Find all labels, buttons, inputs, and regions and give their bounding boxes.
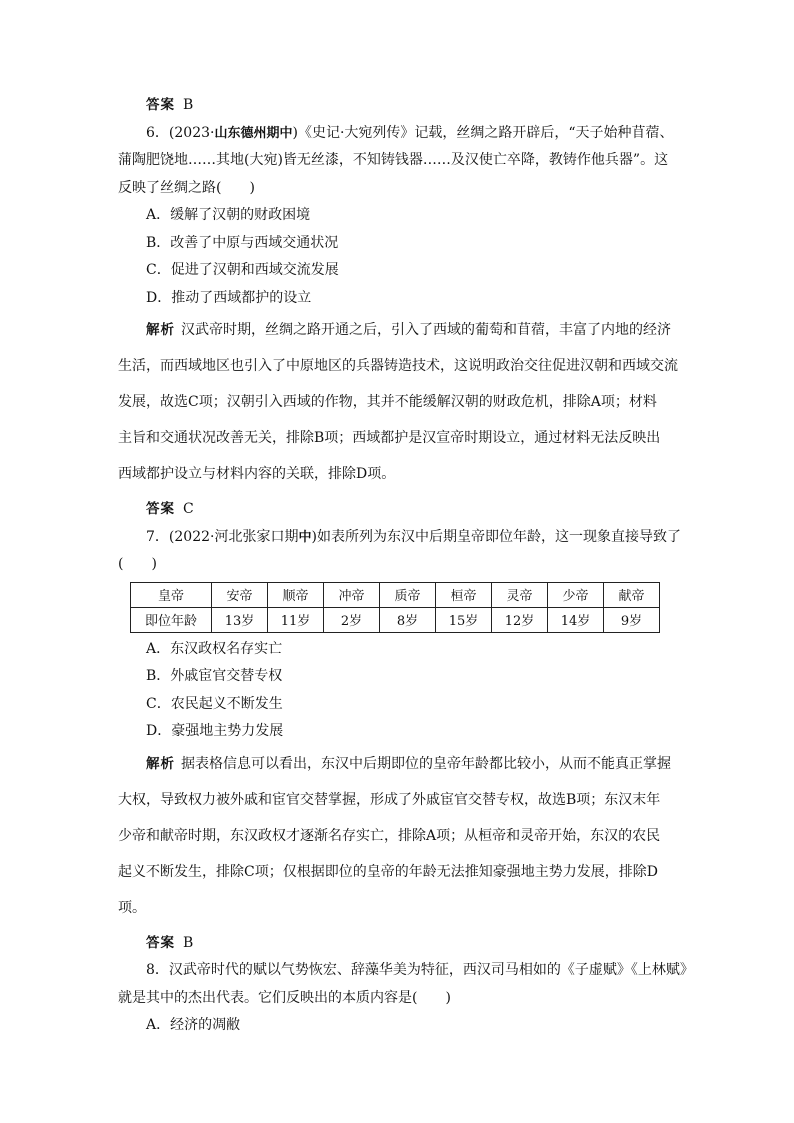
q8-option-a: A．经济的凋敝 xyxy=(146,1017,241,1033)
q7-option-d: D．豪强地主势力发展 xyxy=(146,723,284,739)
table-cell: 即位年龄 xyxy=(131,607,212,632)
table-cell: 15岁 xyxy=(436,607,492,632)
table-header-cell: 皇帝 xyxy=(131,582,212,607)
q7-option-b: B．外戚宦官交替专权 xyxy=(146,668,283,684)
q6-option-b: B．改善了中原与西域交通状况 xyxy=(146,234,339,251)
q7-source-bold: 中 xyxy=(298,529,312,545)
q6-source-bold: 山东德州期中 xyxy=(214,125,293,141)
answer-6 xyxy=(118,496,678,524)
q7-analysis-line-3: 少帝和献帝时期，东汉政权才逐渐名存实亡，排除A项；从桓帝和灵帝开始，东汉的农民 xyxy=(118,827,661,844)
q6-analysis-line-3: 发展，故选C项；汉朝引入西域的作物，其并不能缓解汉朝的财政危机，排除A项；材料 xyxy=(118,394,657,410)
table-cell: 11岁 xyxy=(268,607,324,632)
q8-line-1 xyxy=(118,957,694,985)
answer-7 xyxy=(118,930,678,958)
analysis-label: 解析 xyxy=(146,755,175,772)
table-cell: 2岁 xyxy=(324,607,380,632)
table-cell: 9岁 xyxy=(604,607,660,632)
q7-line-1 xyxy=(118,524,681,552)
q7-number: 7． xyxy=(146,528,169,545)
q6-option-c: C．促进了汉朝和西域交流发展 xyxy=(146,262,339,278)
q6-line-2: 蒲陶肥饶地……其地(大宛)皆无丝漆，不知铸钱器……及汉使亡卒降，教铸作他兵器”。这 xyxy=(118,152,669,168)
q6-analysis-line-5: 西域都护设立与材料内容的关联，排除D项。 xyxy=(118,466,396,482)
q8-text-1: 汉武帝时代的赋以气势恢宏、辞藻华美为特征，西汉司马相如的《子虚赋》《上林赋》 xyxy=(168,962,694,978)
q8-line-2: 就是其中的杰出代表。它们反映出的本质内容是( ) xyxy=(118,989,451,1006)
answer-label: 答案 xyxy=(146,934,175,951)
q7-option-a: A．东汉政权名存实亡 xyxy=(146,640,283,657)
table-cell: 13岁 xyxy=(212,607,268,632)
q7-analysis-line-2: 大权，导致权力被外戚和宦官交替掌握，形成了外戚宦官交替专权，故选B项；东汉末年 xyxy=(118,791,661,808)
q6-option-a: A．缓解了汉朝的财政困境 xyxy=(146,207,311,223)
q6-analysis xyxy=(118,312,678,492)
q6-source-pre: (2023· xyxy=(168,124,215,141)
table-header-cell: 桓帝 xyxy=(436,582,492,607)
q7-analysis-line-5: 项。 xyxy=(118,899,146,916)
q6-analysis-line-1: 解析 汉武帝时期，丝绸之路开通之后，引入了西域的葡萄和苜蓿，丰富了内地的经济 xyxy=(146,322,671,338)
document-page xyxy=(118,92,694,1040)
answer-value: B xyxy=(183,97,194,113)
q6-text-1: 《史记·大宛列传》记载，丝绸之路开辟后，“天子始种苜蓿、 xyxy=(297,124,674,141)
table-cell: 8岁 xyxy=(380,607,436,632)
answer-label: 答案 xyxy=(146,97,175,113)
analysis-label: 解析 xyxy=(146,322,175,338)
answer-label: 答案 xyxy=(146,501,175,517)
q6-line-3: 反映了丝绸之路( ) xyxy=(118,179,255,196)
q7-source-post: ) xyxy=(311,528,317,545)
q6-analysis-line-2: 生活，而西域地区也引入了中原地区的兵器铸造技术，这说明政治交往促进汉朝和西域交流 xyxy=(118,358,678,374)
table-cell: 14岁 xyxy=(548,607,604,632)
table-header-cell: 少帝 xyxy=(548,582,604,607)
q6-source-post: ) xyxy=(292,124,298,141)
emperor-age-table xyxy=(130,582,660,633)
table-cell: 12岁 xyxy=(492,607,548,632)
table-header-cell: 献帝 xyxy=(604,582,660,607)
q7-analysis xyxy=(118,746,678,926)
table-header-cell: 质帝 xyxy=(380,582,436,607)
table-header-cell: 冲帝 xyxy=(324,582,380,607)
q6-analysis-line-4: 主旨和交通状况改善无关，排除B项；西域都护是汉宣帝时期设立，通过材料无法反映出 xyxy=(118,430,661,446)
answer-5 xyxy=(118,92,678,120)
answer-value: B xyxy=(183,934,194,951)
q6-line-1 xyxy=(118,120,678,148)
q7-analysis-line-4: 起义不断发生，排除C项；仅根据即位的皇帝的年龄无法推知豪强地主势力发展，排除D xyxy=(118,863,658,880)
table-row xyxy=(131,607,660,632)
q7-analysis-line-1: 解析 据表格信息可以看出，东汉中后期即位的皇帝年龄都比较小，从而不能真正掌握 xyxy=(146,755,671,772)
q6-option-d: D．推动了西域都护的设立 xyxy=(146,289,312,306)
q7-source-pre: (2022·河北张家口期 xyxy=(168,528,299,545)
table-header-cell: 顺帝 xyxy=(268,582,324,607)
q7-text-1: 如表所列为东汉中后期皇帝即位年龄，这一现象直接导致了 xyxy=(316,528,681,545)
table-header-cell: 安帝 xyxy=(212,582,268,607)
q8-number: 8． xyxy=(146,962,169,978)
table-row xyxy=(131,582,660,607)
answer-value: C xyxy=(183,501,194,517)
q7-line-2: ( ) xyxy=(118,556,157,572)
q7-option-c: C．农民起义不断发生 xyxy=(146,695,283,712)
q6-number: 6． xyxy=(146,124,169,141)
table-header-cell: 灵帝 xyxy=(492,582,548,607)
